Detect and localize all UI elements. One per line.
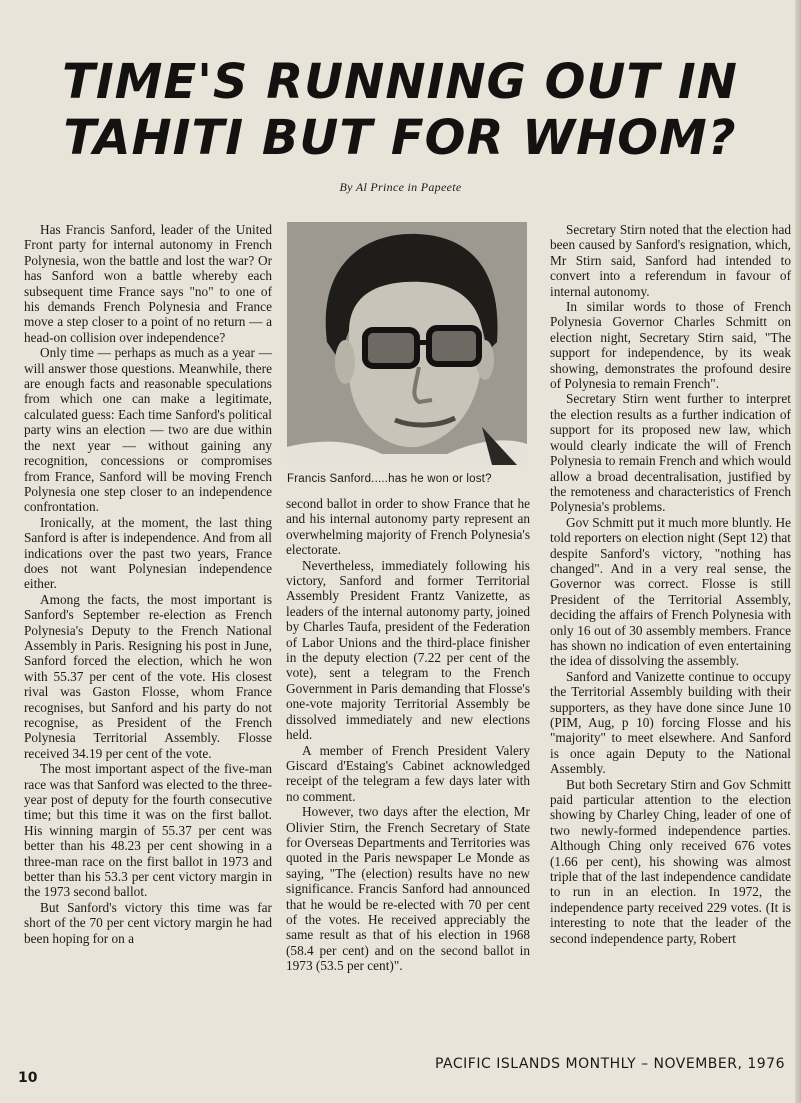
- article-column-1: [24, 222, 272, 946]
- paragraph: In similar words to those of French Polynesia Governor Charles Schmitt on election night, Secretary Stirn said, "The support for independence, by its weak showing, demonstrates the profound desire of Polynesia to remain French".: [550, 299, 791, 392]
- portrait-illustration: [287, 222, 527, 465]
- headline-line-2: TAHITI BUT FOR WHOM?: [63, 110, 737, 166]
- page-number: 10: [18, 1070, 38, 1086]
- byline: By Al Prince in Papeete: [339, 180, 462, 194]
- photo-caption: Francis Sanford.....has he won or lost?: [287, 473, 492, 485]
- paragraph: Nevertheless, immediately following his victory, Sanford and former Territorial Assembly President Frantz Vanizette, as leaders of the internal autonomy party, joined by Charles Taufa, president of the Federation of Labor Unions and the third-place finisher in the deputy election (7.22 per cent of the vote), sent a telegram to the French Government in Paris demanding that Flosse's one-vote majority Territorial Assembly be dissolved immediately and new elections held.: [286, 557, 530, 743]
- headline: [40, 54, 760, 166]
- publication-footer: PACIFIC ISLANDS MONTHLY – NOVEMBER, 1976: [435, 1056, 785, 1072]
- paragraph: Sanford and Vanizette continue to occupy the Territorial Assembly building with their supporters, as they have done since June 10 (PIM, Aug, p 10) forcing Flosse and his "majority" to meet elsewhere. And Sanford is once again Deputy to the National Assembly.: [550, 668, 791, 777]
- paragraph: A member of French President Valery Giscard d'Estaing's Cabinet acknowledged receipt of the telegram a few days later with no comment.: [286, 742, 530, 804]
- paragraph: However, two days after the election, Mr Olivier Stirn, the French Secretary of State for Overseas Departments and Territories was quoted in the Paris newspaper Le Monde as saying, "The (election) results have no new significance. Francis Sanford had announced that he would be re-elected with 70 per cent of the votes. He received appreciably the same result as that of his election in 1968 (58.4 per cent) and on the second ballot in 1973 (53.5 per cent)".: [286, 804, 530, 974]
- paragraph: The most important aspect of the five-man race was that Sanford was elected to the three-year post of deputy for the fourth consecutive time; but this time it was on the first ballot. His winning margin of 55.37 per cent was better than his 48.23 per cent showing in a three-man race on the first ballot in 1973 and better than his 53.3 per cent victory margin in the 1973 second ballot.: [24, 761, 272, 900]
- paragraph: Secretary Stirn went further to interpret the election results as a further indication of support for its proposed new law, which would clearly indicate the will of French Polynesia to remain French and which would allow a broad decentralisation, justified by the remoteness and characteristics of French Polynesia's problems.: [550, 391, 791, 515]
- paragraph: Secretary Stirn noted that the election had been caused by Sanford's resignation, which, Mr Stirn said, Sanford had intended to convert into a referendum in favour of internal autonomy.: [550, 222, 791, 299]
- paragraph: But Sanford's victory this time was far short of the 70 per cent victory margin he had been hoping for on a: [24, 899, 272, 946]
- portrait-photo: [287, 222, 527, 465]
- headline-line-1: TIME'S RUNNING OUT IN: [62, 54, 738, 110]
- article-column-3: [550, 222, 791, 946]
- page-edge-shadow: [795, 0, 801, 1103]
- paragraph: But both Secretary Stirn and Gov Schmitt paid particular attention to the election showing by Charley Ching, leader of one of two newly-formed independence parties. Although Ching only received 676 votes (1.66 per cent), his showing was almost triple that of the last independence candidate to run in an election. In 1972, the independence party received 229 votes. (It is interesting to note that the leader of the second independence party, Robert: [550, 776, 791, 946]
- article-column-2: [286, 496, 530, 974]
- paragraph: Gov Schmitt put it much more bluntly. He told reporters on election night (Sept 12) that despite Sanford's victory, "nothing has changed". And in a very real sense, the Governor was correct. Flosse is still President of the Territorial Assembly, deciding the affairs of French Polynesia with only 16 out of 30 assembly members. France has shown no indication of even entertaining the idea of dissolving the assembly.: [550, 514, 791, 669]
- paragraph: Only time — perhaps as much as a year — will answer those questions. Meanwhile, there are enough facts and reasonable speculations from which one can make a legitimate, calculated guess: Each time Sanford's political party wins an election — two are due within the next year — without gaining any recognition, concessions or compromises from France, Sanford will be moving French Polynesia one step closer to an independence confrontation.: [24, 345, 272, 515]
- paragraph: Has Francis Sanford, leader of the United Front party for internal autonomy in French Polynesia, won the battle and lost the war? Or has Sanford won a battle whereby each subsequent time France says "no" to one of his demands French Polynesia and France move a step closer to a point of no return — a head-on collision over independence?: [24, 222, 272, 345]
- paragraph: Among the facts, the most important is Sanford's September re-election as French Polynesia's Deputy to the French National Assembly in Paris. Resigning his post in June, Sanford forced the election, which he won with 55.37 per cent of the vote. His closest rival was Gaston Flosse, whom France recognises, but Sanford and his party do not recognise, as President of the French Polynesia Territorial Assembly. Flosse received 34.19 per cent of the vote.: [24, 591, 272, 761]
- paragraph: Ironically, at the moment, the last thing Sanford is after is independence. And from all indications over the past two years, France does not want Polynesian independence either.: [24, 514, 272, 592]
- paragraph: second ballot in order to show France that he and his internal autonomy party represent an overwhelming majority of French Polynesia's electorate.: [286, 496, 530, 558]
